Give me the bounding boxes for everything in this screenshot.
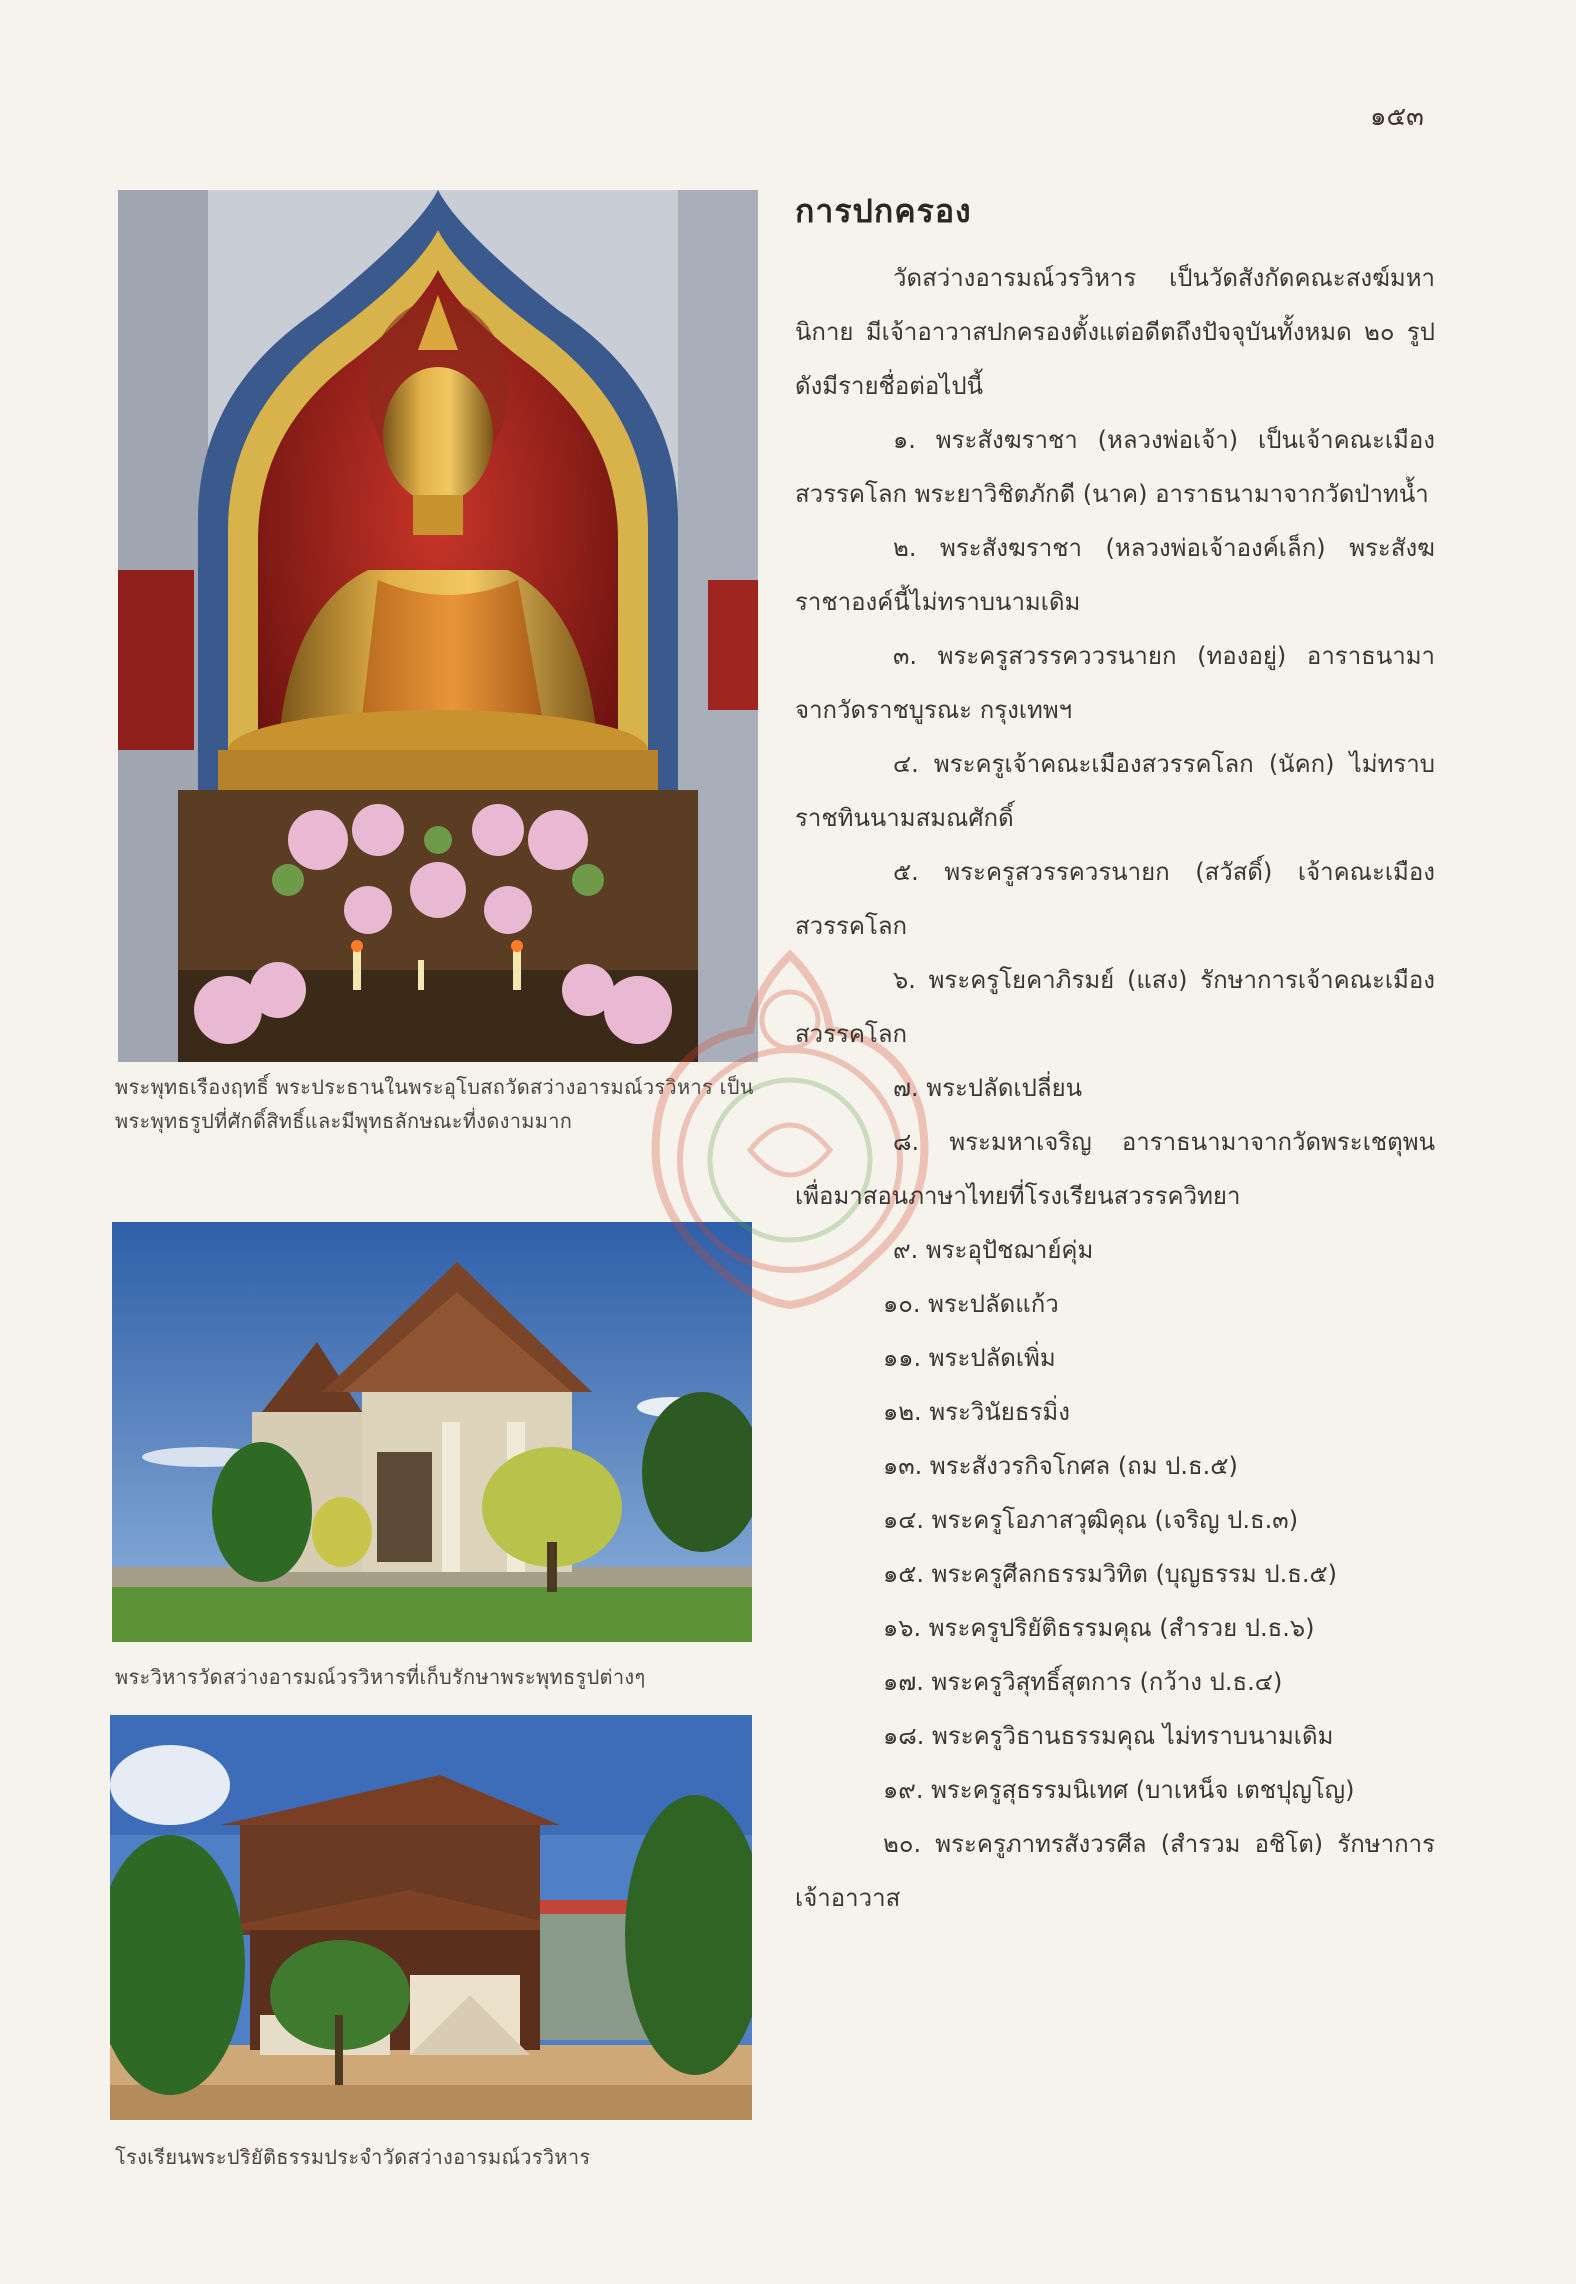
list-item: ๑๑. พระปลัดเพิ่ม <box>883 1344 1056 1372</box>
list-item: ๘. พระมหาเจริญ อาราธนามาจากวัดพระเชตุพน เพื่อมาสอนภาษาไทยที่โรงเรียนสวรรควิทยา <box>795 1128 1435 1210</box>
photo-school <box>110 1715 752 2120</box>
list-item: ๑๓. พระสังวรกิจโกศล (ถม ป.ธ.๕) <box>883 1452 1238 1480</box>
governance-section <box>795 178 1435 1925</box>
caption-school: โรงเรียนพระปริยัติธรรมประจำวัดสว่างอารมณ์วรวิหาร <box>115 2145 591 2169</box>
intro-paragraph: วัดสว่างอารมณ์วรวิหาร เป็นวัดสังกัดคณะสงฆ์มหานิกาย มีเจ้าอาวาสปกครองตั้งแต่อดีตถึงปัจจุบันทั้งหมด ๒๐ รูป ดังมีรายชื่อต่อไปนี้ <box>795 264 1435 400</box>
list-item: ๒๐. พระครูภาทรสังวรศีล (สำรวม อชิโต) รักษาการเจ้าอาวาส <box>795 1830 1435 1912</box>
list-item: ๑๒. พระวินัยธรมิ่ง <box>883 1398 1070 1426</box>
section-title: การปกครอง <box>795 192 972 230</box>
list-item: ๑๗. พระครูวิสุทธิ์สุตการ (กว้าง ป.ธ.๔) <box>883 1668 1283 1696</box>
list-item: ๖. พระครูโยคาภิรมย์ (แสง) รักษาการเจ้าคณะเมืองสวรรคโลก <box>795 966 1435 1048</box>
list-item: ๑๙. พระครูสุธรรมนิเทศ (บาเหน็จ เตชปุญโญ) <box>883 1776 1355 1804</box>
caption-vihara: พระวิหารวัดสว่างอารมณ์วรวิหารที่เก็บรักษาพระพุทธรูปต่างๆ <box>115 1665 646 1689</box>
list-item: ๑. พระสังฆราชา (หลวงพ่อเจ้า) เป็นเจ้าคณะเมืองสวรรคโลก พระยาวิชิตภักดี (นาค) อาราธนามาจากวัดป่าทน้ำ <box>795 426 1435 508</box>
list-item: ๔. พระครูเจ้าคณะเมืองสวรรคโลก (นัคก) ไม่ทราบราชทินนามสมณศักดิ์ <box>795 750 1435 832</box>
list-item: ๓. พระครูสวรรคววรนายก (ทองอยู่) อาราธนามาจากวัดราชบูรณะ กรุงเทพฯ <box>795 642 1435 724</box>
photo-buddha-image <box>118 190 758 1062</box>
list-item: ๕. พระครูสวรรควรนายก (สวัสดิ์) เจ้าคณะเมืองสวรรคโลก <box>795 858 1435 940</box>
list-item: ๗. พระปลัดเปลี่ยน <box>893 1074 1083 1102</box>
list-item: ๑๖. พระครูปริยัติธรรมคุณ (สำรวย ป.ธ.๖) <box>883 1614 1315 1642</box>
list-item: ๑๔. พระครูโอภาสวุฒิคุณ (เจริญ ป.ธ.๓) <box>883 1506 1299 1534</box>
list-item: ๑๕. พระครูศีลกธรรมวิทิต (บุญธรรม ป.ธ.๕) <box>883 1560 1338 1588</box>
list-item: ๙. พระอุปัชฌาย์คุ่ม <box>893 1236 1094 1264</box>
list-item: ๑๘. พระครูวิธานธรรมคุณ ไม่ทราบนามเดิม <box>883 1722 1334 1750</box>
caption-buddha-image: พระพุทธเรืองฤทธิ์ พระประธานในพระอุโบสถวัดสว่างอารมณ์วรวิหาร เป็นพระพุทธรูปที่ศักดิ์สิทธิ์และมีพุทธลักษณะที่งดงามมาก <box>115 1075 754 1133</box>
page-number: ๑๕๓ <box>1370 102 1424 132</box>
list-item: ๒. พระสังฆราชา (หลวงพ่อเจ้าองค์เล็ก) พระสังฆราชาองค์นี้ไม่ทราบนามเดิม <box>795 534 1435 616</box>
list-item: ๑๐. พระปลัดแก้ว <box>883 1290 1059 1318</box>
